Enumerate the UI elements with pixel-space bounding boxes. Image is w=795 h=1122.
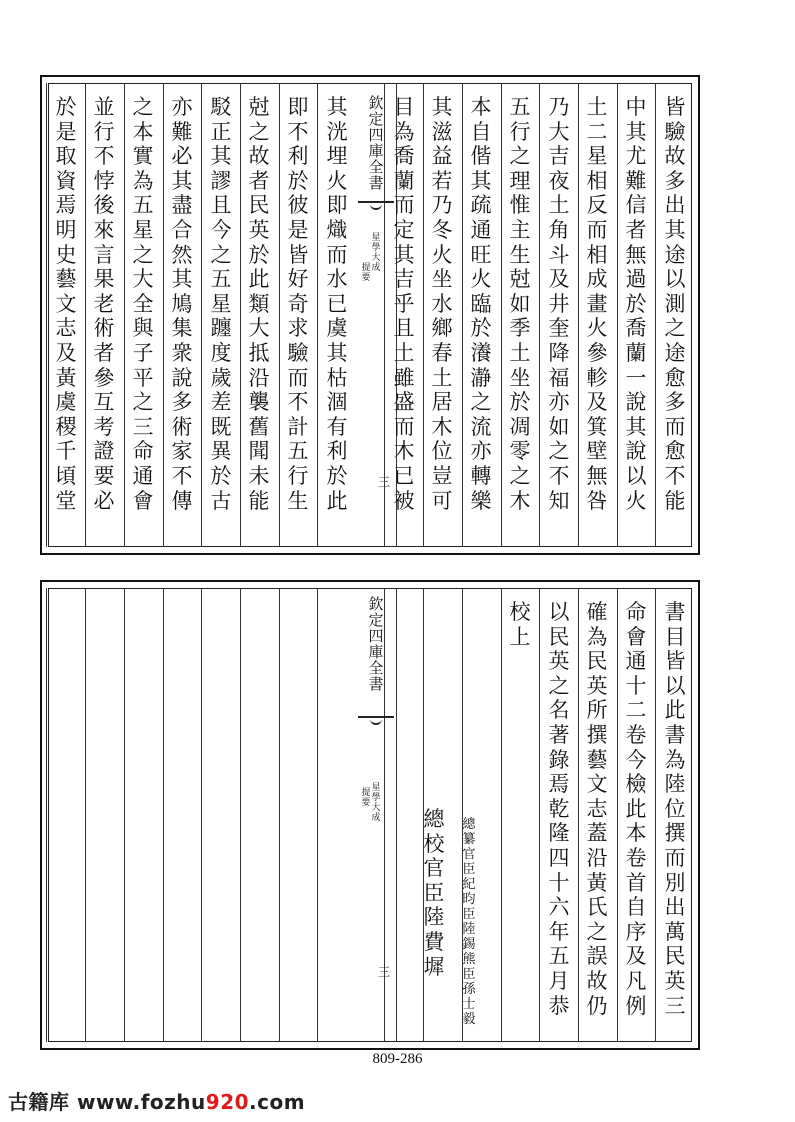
top-column-rule: [462, 83, 463, 547]
top-column-rule: [163, 83, 164, 547]
bottom-column-rule: [279, 588, 280, 1042]
top-text-column: 即 不 利 於 彼 是 皆 好 奇 求 驗 而 不 計 五 行 生: [287, 95, 309, 513]
bottom-section-label: 提 要: [361, 788, 371, 808]
top-text-column: 並 行 不 悖 後 來 言 果 老 術 者 參 互 考 證 要 必: [93, 95, 115, 513]
top-column-rule: [46, 83, 47, 547]
top-text-column: 中 其 尤 難 信 者 無 過 於 喬 蘭 一 說 其 說 以 火: [625, 95, 647, 513]
bottom-column-rule: [85, 588, 86, 1042]
top-text-column: 亦 難 必 其 盡 合 然 其 鳩 集 衆 說 多 術 家 不 傳: [171, 95, 193, 513]
top-text-column: 本 自 偕 其 疏 通 旺 火 臨 於 瀁 瀞 之 流 亦 轉 樂: [470, 95, 492, 513]
bottom-column-rule: [655, 588, 656, 1042]
top-text-column: 目 為 喬 蘭 而 定 其 吉 乎 且 土 雖 盛 而 木 已 被: [393, 95, 415, 513]
bottom-text-column: 校 上: [509, 600, 531, 649]
top-column-rule: [201, 83, 202, 547]
bottom-column-rule: [240, 588, 241, 1042]
watermark-prefix: 古籍库 www.fozhu: [8, 1090, 206, 1114]
top-column-rule: [539, 83, 540, 547]
page-footer-number: 809-286: [372, 1051, 423, 1067]
bottom-fish-tail-mark: [358, 716, 394, 728]
top-text-column: 於 是 取 資 焉 明 史 藝 文 志 及 黃 虞 稷 千 頃 堂: [55, 95, 77, 513]
watermark-suffix: .com: [249, 1090, 306, 1114]
top-column-rule: [578, 83, 579, 547]
top-text-column: 乃 大 吉 夜 土 角 斗 及 井 奎 降 福 亦 如 之 不 知: [548, 95, 570, 513]
top-fish-tail-mark: [358, 201, 394, 213]
bottom-center-strip: [356, 588, 396, 1042]
bottom-text-column: 以 民 英 之 名 著 錄 焉 乾 隆 四 十 六 年 五 月 恭: [548, 600, 570, 1018]
bottom-column-rule: [396, 588, 397, 1042]
credit-compilers: 總 纂 官 臣 紀 昀 臣 陸 錫 熊 臣 孫 士 毅: [462, 817, 476, 1027]
bottom-text-column: 確 為 民 英 所 撰 藝 文 志 蓋 沿 黃 氏 之 誤 故 仍: [586, 600, 608, 1018]
bottom-column-rule: [501, 588, 502, 1042]
top-book-title: 星 學 大 成: [371, 233, 381, 273]
top-text-column: 土 二 星 相 反 而 相 成 畫 火 參 軫 及 箕 壁 無 咎: [586, 95, 608, 513]
top-column-rule: [124, 83, 125, 547]
top-column-rule: [501, 83, 502, 547]
bottom-text-column: 命 會 通 十 二 卷 今 檢 此 本 卷 首 自 序 及 凡 例: [625, 600, 647, 1018]
bottom-page: [40, 580, 700, 1050]
top-text-column: 尅 之 故 者 民 英 於 此 類 大 抵 沿 襲 舊 聞 未 能: [248, 95, 270, 513]
top-column-rule: [279, 83, 280, 547]
bottom-column-rule: [163, 588, 164, 1042]
bottom-column-rule: [578, 588, 579, 1042]
top-center-strip: [356, 83, 396, 547]
credit-collator: 總 校 官 臣 陸 費 墀: [423, 807, 445, 979]
top-column-rule: [85, 83, 86, 547]
bottom-header-title: 欽 定 四 庫 全 書: [368, 595, 384, 693]
top-header-title: 欽 定 四 庫 全 書: [368, 94, 384, 192]
bottom-column-rule: [539, 588, 540, 1042]
bottom-text-column: 書 目 皆 以 此 書 為 陸 位 撰 而 別 出 萬 民 英 三: [664, 600, 686, 1018]
watermark-number: 920: [205, 1090, 250, 1114]
top-page: [40, 75, 700, 555]
top-text-column: 皆 驗 故 多 出 其 途 以 測 之 途 愈 多 而 愈 不 能: [664, 95, 686, 513]
bottom-book-title: 星 學 大 成: [371, 783, 381, 823]
top-column-rule: [317, 83, 318, 547]
top-column-rule: [655, 83, 656, 547]
top-text-column: 駁 正 其 謬 且 今 之 五 星 躔 度 歲 差 既 異 於 古: [210, 95, 232, 513]
top-column-rule: [423, 83, 424, 547]
top-text-column: 其 洸 埋 火 即 熾 而 水 已 虞 其 枯 涸 有 利 於 此: [326, 95, 348, 513]
top-text-column: 五 行 之 理 惟 主 生 尅 如 季 土 坐 於 凋 零 之 木: [509, 95, 531, 513]
bottom-column-rule: [201, 588, 202, 1042]
bottom-column-rule: [317, 588, 318, 1042]
bottom-column-rule: [124, 588, 125, 1042]
top-text-column: 之 本 實 為 五 星 之 大 全 與 子 平 之 三 命 通 會: [132, 95, 154, 513]
top-page-mark: 三: [378, 475, 391, 489]
top-column-rule: [240, 83, 241, 547]
site-watermark[interactable]: [8, 1086, 305, 1115]
bottom-column-rule: [617, 588, 618, 1042]
top-text-column: 其 滋 益 若 乃 冬 火 坐 水 鄉 春 土 居 木 位 豈 可: [431, 95, 453, 513]
top-column-rule: [617, 83, 618, 547]
top-section-label: 提 要: [361, 263, 371, 283]
bottom-column-rule: [46, 588, 47, 1042]
bottom-page-mark: 三: [378, 965, 391, 979]
